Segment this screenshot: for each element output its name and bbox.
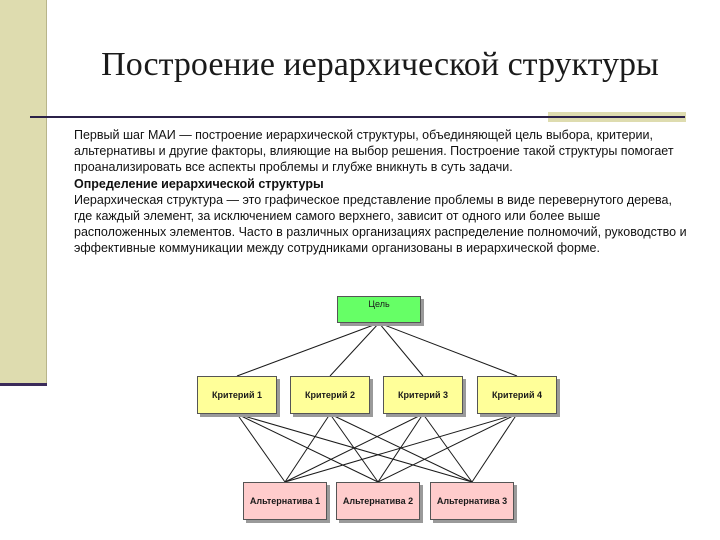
hierarchy-diagram	[186, 296, 576, 530]
paragraph-definition: Иерархическая структура — это графическое представление проблемы в виде перевернутого дерева, где каждый элемент, за исключением самого верхнего, зависит от одного или более выше расположенных элементов. Часто в различных организациях распределение полномочий, руководство и эффективные коммуникации между сотрудниками организованы в иерархической форме.	[74, 192, 687, 256]
criterion-node-3: Критерий 3	[383, 376, 463, 414]
criterion-node-4: Критерий 4	[477, 376, 557, 414]
title-rule	[30, 116, 685, 118]
goal-criterion-link-1	[237, 323, 379, 376]
criterion-4-alternative-3-link	[472, 414, 517, 482]
goal-criterion-link-4	[379, 323, 517, 376]
side-accent-bar	[0, 0, 47, 386]
section-heading: Определение иерархической структуры	[74, 176, 324, 191]
alternative-node-1: Альтернатива 1	[243, 482, 327, 520]
criterion-2-alternative-1-link	[285, 414, 330, 482]
criterion-1-alternative-1-link	[237, 414, 285, 482]
alternative-node-2: Альтернатива 2	[336, 482, 420, 520]
paragraph-intro: Первый шаг МАИ — построение иерархической структуры, объединяющей цель выбора, критерии, альтернативы и другие факторы, влияющие на выбор решения. Построение такой структуры помогает проанализировать все аспекты проблемы и глубже вникнуть в суть задачи.	[74, 128, 674, 175]
criterion-node-1: Критерий 1	[197, 376, 277, 414]
slide-body	[74, 127, 690, 257]
slide-title: Построение иерархической структуры	[101, 46, 659, 83]
criterion-node-2: Критерий 2	[290, 376, 370, 414]
alternative-node-3: Альтернатива 3	[430, 482, 514, 520]
goal-node: Цель	[337, 296, 421, 323]
criterion-4-alternative-2-link	[378, 414, 517, 482]
goal-criterion-link-2	[330, 323, 379, 376]
criterion-4-alternative-1-link	[285, 414, 517, 482]
